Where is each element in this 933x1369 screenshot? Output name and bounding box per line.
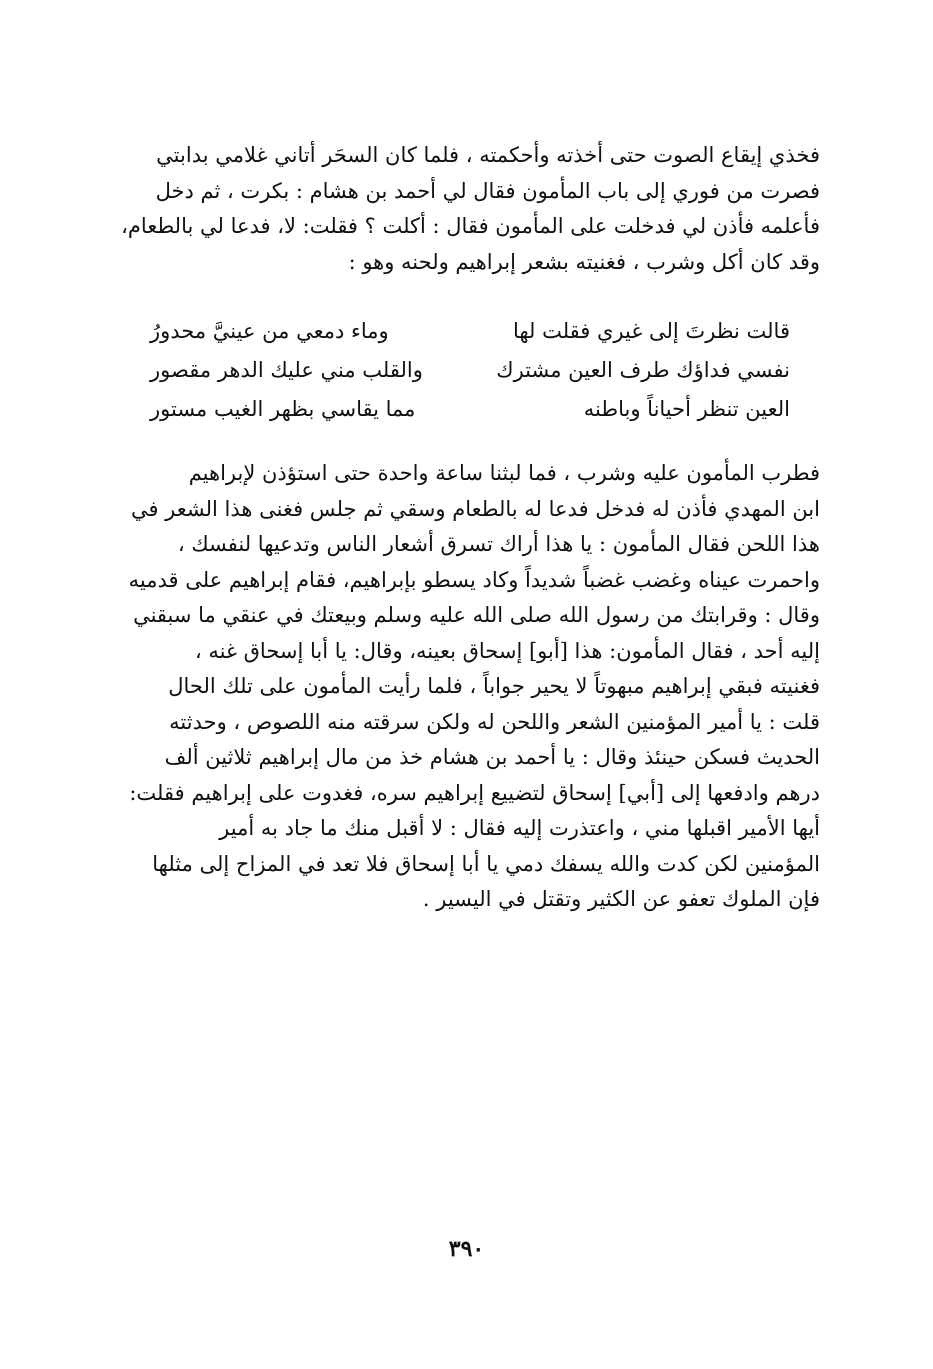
text-line: إليه أحد ، فقال المأمون: هذا [أبو] إسحاق بعينه، وقال: يا أبا إسحاق غنه ،: [194, 638, 820, 663]
text-line: أيها الأمير اقبلها مني ، واعتذرت إليه فقال : لا أقبل منك ما جاد به أمير: [219, 816, 820, 840]
text-line: فطرب المأمون عليه وشرب ، فما لبثنا ساعة واحدة حتى استؤذن لإبراهيم: [188, 461, 820, 485]
text-line: فصرت من فوري إلى باب المأمون فقال لي أحمد بن هشام : بكرت ، ثم دخل: [155, 178, 820, 203]
verse-first-hemistich: قالت نظرتَ إلى غيري فقلت لها: [512, 319, 790, 343]
poem-verse: [150, 351, 790, 390]
verse-second-hemistich: وماء دمعي من عينيَّ محدورُ: [150, 319, 389, 343]
poem: [150, 312, 790, 429]
text-line: فخذي إيقاع الصوت حتى أخذته وأحكمته ، فلما كان السحَر أتاني غلامي بدابتي: [156, 143, 820, 167]
text-line: ابن المهدي فأذن له فدخل فدعا له بالطعام وسقي ثم جلس فغنى هذا الشعر في: [130, 496, 820, 521]
text-line: فإن الملوك تعفو عن الكثير وتقتل في اليسير .: [422, 887, 820, 911]
verse-first-hemistich: نفسي فداؤك طرف العين مشترك: [496, 358, 790, 382]
verse-second-hemistich: والقلب مني عليك الدهر مقصور: [150, 358, 423, 382]
verse-second-hemistich: مما يقاسي بظهر الغيب مستور: [150, 397, 416, 421]
poem-verse: [150, 390, 790, 429]
text-line: فأعلمه فأذن لي فدخلت على المأمون فقال : أكلت ؟ فقلت: لا، فدعا لي بالطعام،: [121, 214, 820, 238]
text-line: واحمرت عيناه وغضب غضباً شديداً وكاد يسطو بإبراهيم، فقام إبراهيم على قدميه: [128, 567, 820, 592]
text-line: وقال : وقرابتك من رسول الله صلى الله عليه وسلم وبيعتك في عنقي ما سبقني: [133, 603, 820, 627]
text-line: قلت : يا أمير المؤمنين الشعر واللحن له ولكن سرقته منه اللصوص ، وحدثته: [169, 709, 820, 734]
paragraph-intro: [110, 138, 820, 280]
poem-verse: [150, 312, 790, 351]
verse-first-hemistich: العين تنظر أحياناً وباطنه: [583, 397, 790, 421]
text-line: هذا اللحن فقال المأمون : يا هذا أراك تسرق أشعار الناس وتدعيها لنفسك ،: [177, 532, 820, 556]
page-number: ٣٩٠: [448, 1236, 485, 1262]
text-line: وقد كان أكل وشرب ، فغنيته بشعر إبراهيم ولحنه وهو :: [348, 249, 820, 274]
text-line: فغنيته فبقي إبراهيم مبهوتاً لا يحير جواباً ، فلما رأيت المأمون على تلك الحال: [168, 674, 820, 698]
text-line: المؤمنين لكن كدت والله يسفك دمي يا أبا إسحاق فلا تعد في المزاح إلى مثلها: [152, 851, 820, 876]
text-line: الحديث فسكن حينئذ وقال : يا أحمد بن هشام خذ من مال إبراهيم ثلاثين ألف: [164, 745, 820, 769]
paragraph-story: [110, 456, 820, 918]
text-line: درهم وادفعها إلى [أبي] إسحاق لتضييع إبراهيم سره، فغدوت على إبراهيم فقلت:: [129, 780, 820, 805]
